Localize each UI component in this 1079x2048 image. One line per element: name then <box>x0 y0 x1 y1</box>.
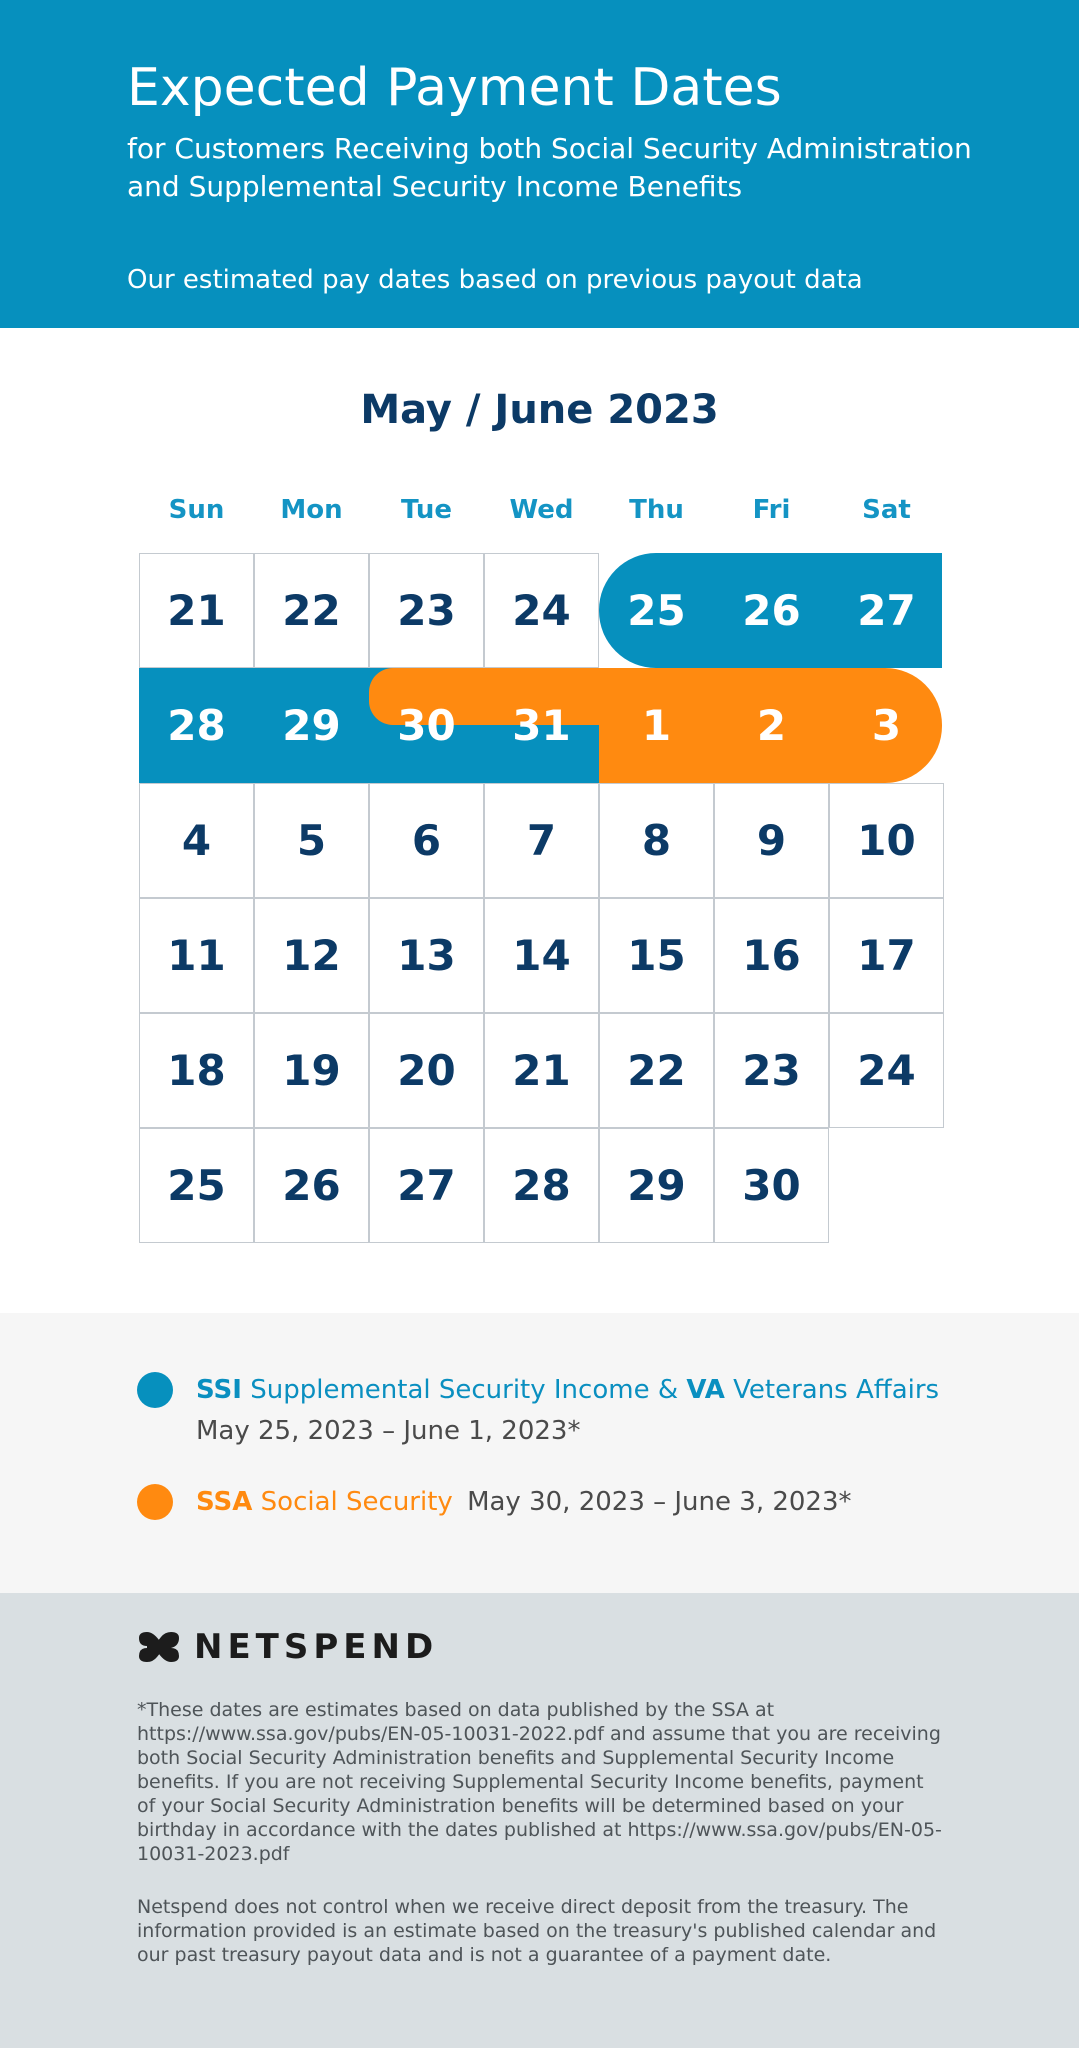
calendar-day-number: 7 <box>526 816 557 865</box>
weekday-wed: Wed <box>509 495 574 525</box>
calendar-day-number: 2 <box>756 701 787 750</box>
calendar-day-cell <box>829 898 944 1013</box>
calendar-day-cell <box>139 553 254 668</box>
weekday-thu: Thu <box>629 495 684 525</box>
calendar-day-cell <box>484 1128 599 1243</box>
calendar-day-cell <box>254 898 369 1013</box>
calendar-day-number: 27 <box>397 1161 456 1210</box>
ssi-legend-dot <box>137 1372 173 1408</box>
calendar-day-cell <box>254 553 369 668</box>
calendar-day-number: 18 <box>167 1046 226 1095</box>
calendar-day-number: 23 <box>742 1046 801 1095</box>
ssa-name: Social Security <box>260 1487 453 1517</box>
calendar-day-cell <box>484 898 599 1013</box>
legend-panel <box>0 1313 1079 1593</box>
ssi-legend-label <box>196 1372 939 1408</box>
calendar-day-number: 25 <box>627 586 686 635</box>
calendar-day-cell <box>369 1128 484 1243</box>
calendar-day-number: 10 <box>857 816 916 865</box>
ssa-legend-dates: May 30, 2023 – June 3, 2023* <box>467 1487 852 1517</box>
calendar-day-cell <box>139 1013 254 1128</box>
calendar-day-number: 17 <box>857 931 916 980</box>
calendar-day-cell <box>829 783 944 898</box>
calendar-day-number: 8 <box>641 816 672 865</box>
calendar-day-cell <box>139 1128 254 1243</box>
calendar-day-number: 1 <box>641 701 672 750</box>
calendar-day-cell <box>139 898 254 1013</box>
ssa-legend-dot <box>137 1484 173 1520</box>
calendar-day-number: 30 <box>742 1161 801 1210</box>
calendar-day-number: 11 <box>167 931 226 980</box>
calendar-day-number: 22 <box>282 586 341 635</box>
header-banner <box>0 0 1079 328</box>
netspend-logo-text: NETSPEND <box>194 1627 439 1667</box>
calendar-day-cell <box>484 1013 599 1128</box>
calendar-day-cell <box>139 783 254 898</box>
calendar-day-cell <box>254 783 369 898</box>
calendar-day-number: 26 <box>282 1161 341 1210</box>
calendar-day-number: 14 <box>512 931 571 980</box>
calendar-day-number: 12 <box>282 931 341 980</box>
calendar-day-number: 24 <box>512 586 571 635</box>
weekday-tue: Tue <box>400 495 453 525</box>
calendar-day-number: 3 <box>871 701 902 750</box>
calendar-day-number: 30 <box>397 701 456 750</box>
calendar-day-cell <box>484 783 599 898</box>
calendar-day-cell <box>369 783 484 898</box>
calendar-day-cell <box>714 1128 829 1243</box>
disclaimer-treasury: Netspend does not control when we receive direct deposit from the treasury. The information provided is an estimate based on the treasury's published calendar and our past treasury payout data and is not a guarantee of a payment date. <box>137 1896 937 1966</box>
page-subtitle: for Customers Receiving both Social Security Administration and Supplemental Security Income Benefits <box>127 132 972 203</box>
calendar-day-number: 21 <box>512 1046 571 1095</box>
calendar-day-cell <box>714 898 829 1013</box>
disclaimer-estimates: *These dates are estimates based on data published by the SSA at https://www.ssa.gov/pubs/EN-05-10031-2022.pdf and assume that you are receiving both Social Security Administration benefits and Supplemental Security Income benefits. If you are not receiving Supplemental Security Income benefits, payment of your Social Security Administration benefits will be determined based on your birthday in accordance with the dates published at https://www.ssa.gov/pubs/EN-05-10031-2023.pdf <box>137 1699 942 1865</box>
calendar-day-number: 19 <box>282 1046 341 1095</box>
va-name: Veterans Affairs <box>733 1375 940 1405</box>
weekday-mon: Mon <box>280 495 343 525</box>
calendar-day-number: 15 <box>627 931 686 980</box>
calendar-day-cell <box>599 783 714 898</box>
calendar-day-number: 26 <box>742 586 801 635</box>
calendar-day-cell <box>369 898 484 1013</box>
ssa-abbr: SSA <box>196 1487 253 1517</box>
calendar-day-number: 6 <box>411 816 442 865</box>
calendar-day-number: 27 <box>857 586 916 635</box>
ssi-legend-dates: May 25, 2023 – June 1, 2023* <box>196 1416 581 1446</box>
calendar-day-cell <box>714 1013 829 1128</box>
calendar-day-number: 24 <box>857 1046 916 1095</box>
calendar-day-number: 5 <box>296 816 327 865</box>
weekday-sun: Sun <box>168 495 225 525</box>
calendar-day-number: 31 <box>512 701 571 750</box>
calendar-day-cell <box>714 783 829 898</box>
calendar-day-number: 23 <box>397 586 456 635</box>
calendar-day-cell <box>484 553 599 668</box>
calendar-day-cell <box>369 553 484 668</box>
ssa-band-upper <box>369 668 699 725</box>
weekday-fri: Fri <box>752 495 791 525</box>
va-abbr: VA <box>686 1375 725 1405</box>
ssi-band-week1 <box>599 553 942 668</box>
calendar-day-number: 29 <box>282 701 341 750</box>
ssa-legend-label <box>196 1484 852 1520</box>
calendar-day-number: 16 <box>742 931 801 980</box>
calendar-title: May / June 2023 <box>360 387 719 433</box>
calendar-day-number: 9 <box>756 816 787 865</box>
ssi-name: Supplemental Security Income & <box>250 1375 679 1405</box>
calendar-day-number: 20 <box>397 1046 456 1095</box>
calendar-day-number: 22 <box>627 1046 686 1095</box>
calendar-day-number: 25 <box>167 1161 226 1210</box>
netspend-logo-icon <box>137 1630 181 1664</box>
calendar-day-cell <box>599 1128 714 1243</box>
calendar-day-cell <box>254 1128 369 1243</box>
calendar-day-number: 29 <box>627 1161 686 1210</box>
calendar-day-number: 4 <box>181 816 212 865</box>
calendar-day-cell <box>829 1013 944 1128</box>
calendar-day-cell <box>599 898 714 1013</box>
calendar-grid <box>139 553 942 1243</box>
calendar-day-number: 21 <box>167 586 226 635</box>
weekday-sat: Sat <box>862 495 911 525</box>
calendar-day-cell <box>369 1013 484 1128</box>
calendar-day-number: 28 <box>167 701 226 750</box>
page-title: Expected Payment Dates <box>127 58 782 118</box>
calendar-day-number: 13 <box>397 931 456 980</box>
calendar-day-number: 28 <box>512 1161 571 1210</box>
ssi-abbr: SSI <box>196 1375 242 1405</box>
calendar-day-cell <box>254 1013 369 1128</box>
calendar-day-cell <box>599 1013 714 1128</box>
header-note: Our estimated pay dates based on previous payout data <box>127 265 863 295</box>
